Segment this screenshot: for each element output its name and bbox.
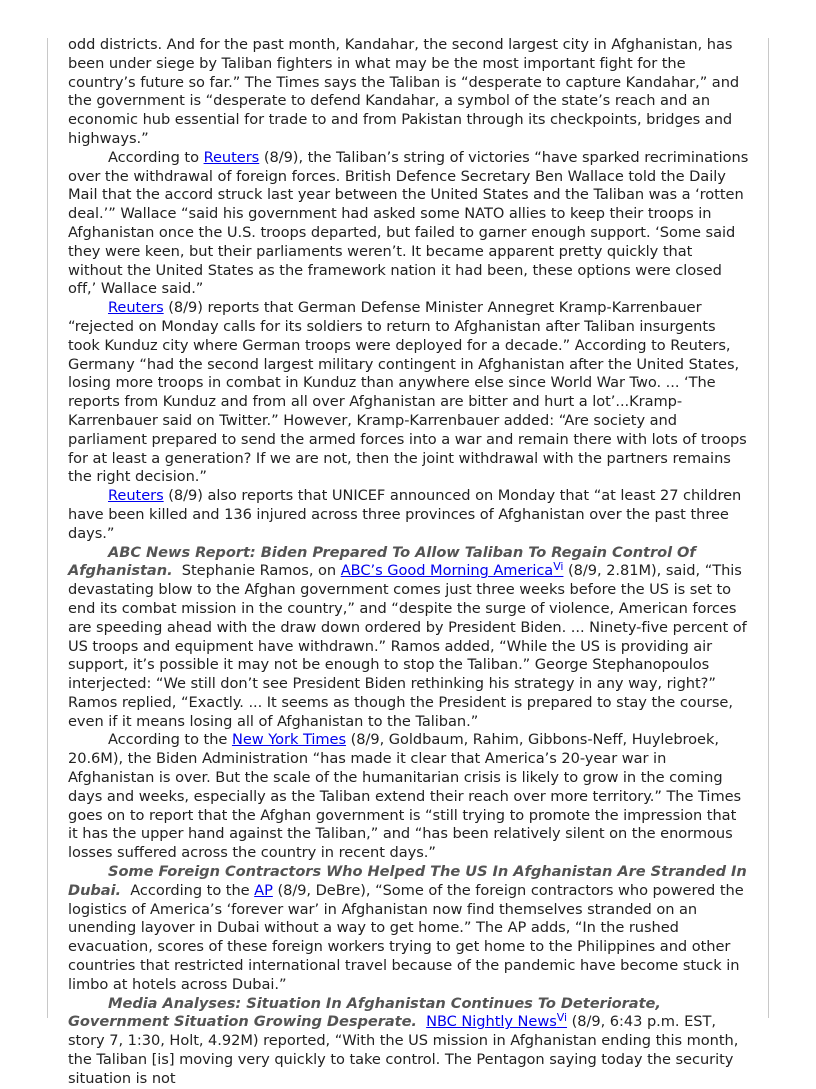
story-headline: Media Analyses: Situation In Afghanistan Continues To Deteriorate, Government Situation Growing Desperate. bbox=[68, 994, 661, 1031]
video-indicator: Vi bbox=[553, 560, 564, 574]
video-indicator: Vi bbox=[556, 1011, 568, 1025]
story-headline: Some Foreign Contractors Who Helped The US In Afghanistan Are Stranded In Dubai. bbox=[68, 863, 747, 899]
paragraph-lead: Stephanie Ramos, on bbox=[172, 562, 341, 580]
paragraph-kandahar bbox=[68, 36, 750, 149]
reuters-link[interactable]: Reuters bbox=[108, 299, 164, 317]
story-abc-news bbox=[68, 544, 750, 732]
video-link[interactable] bbox=[557, 1013, 567, 1030]
paragraph-text: odd districts. And for the past month, Kandahar, the second largest city in Afghanistan, has been under siege by Taliban fighters in what may be the most important fight for the country’s future so far.” The Times says the Taliban is “desperate to capture Kandahar,” and the government is “desperate to defend Kandahar, a symbol of the state’s reach and an economic hub essential for trade to and from Pakistan through its checkpoints, bridges and highways.” bbox=[68, 36, 740, 147]
nbc-nightly-news-link[interactable]: NBC Nightly News bbox=[426, 1013, 557, 1031]
ap-link[interactable]: AP bbox=[254, 881, 273, 899]
paragraph-text: (8/9, 2.81M), said, “This devastating blow to the Afghan government comes just three weeks before the US is set to end its combat mission in the country,” and “despite the surge of violence, American forces are speeding ahead with the draw down ordered by President Biden. ... Ninety-five percent of US troops and equipment have withdrawn.” Ramos added, “While the US is providing air support, it’s possible it may not be enough to stop the Taliban.” George Stephanopoulos interjected: “We still don’t see President Biden rethinking his strategy in any way, right?” Ramos replied, “Exactly. ... It seems as though the President is prepared to stay the course, even if it means losing all of Afghanistan to the Taliban.” bbox=[68, 562, 747, 730]
video-link[interactable] bbox=[553, 562, 563, 579]
reuters-link[interactable]: Reuters bbox=[203, 148, 260, 166]
paragraph-new-york-times bbox=[68, 731, 750, 863]
story-headline: ABC News Report: Biden Prepared To Allow Taliban To Regain Control Of Afghanistan. bbox=[68, 543, 696, 580]
paragraph-text: (8/9), the Taliban’s string of victories “have sparked recriminations over the withdrawal of foreign forces. British Defence Secretary Ben Wallace told the Daily Mail that the accord struck last year between the United States and the Taliban was a ‘rotten deal.’” Wallace “said his government had asked some NATO allies to keep their troops in Afghanistan once the U.S. troops departed, but failed to garner enough support. ‘Some said they were keen, but their parliaments weren’t. It became apparent pretty quickly that without the United States as the framework nation it had been, these options were closed off,’ Wallace said.” bbox=[68, 148, 749, 298]
paragraph-lead bbox=[417, 1013, 426, 1030]
paragraph-text: (8/9, DeBre), “Some of the foreign contractors who powered the logistics of America’s ‘forever war’ in Afghanistan now find themselves stranded on an unending layover in Dubai without a way to get home.” The AP adds, “In the rushed evacuation, scores of these foreign workers trying to get home to the Philippines and other countries that restricted international travel because of the pandemic have become stuck in limbo at hotels across Dubai.” bbox=[68, 881, 744, 993]
paragraph-text: (8/9, Goldbaum, Rahim, Gibbons-Neff, Huylebroek, 20.6M), the Biden Administration “has made it clear that America’s 20-year war in Afghanistan is over. But the scale of the humanitarian crisis is likely to grow in the coming days and weeks, especially as the Taliban extend their reach over more territory.” The Times goes on to report that the Afghan government is “still trying to promote the impression that it has the upper hand against the Taliban,” and “has been relatively silent on the enormous losses suffered across the country in recent days.” bbox=[68, 731, 742, 862]
paragraph-text: (8/9, 6:43 p.m. EST, story 7, 1:30, Holt, 4.92M) reported, “With the US mission in Afghanistan ending this month, the Taliban [is] moving very quickly to take control. The Pentagon saying today the security situation is not bbox=[68, 1013, 739, 1087]
paragraph-text: (8/9) reports that German Defense Minister Annegret Kramp-Karrenbauer “rejected on Monday calls for its soldiers to return to Afghanistan after Taliban insurgents took Kunduz city where German troops were deployed for a decade.” According to Reuters, Germany “had the second largest military contingent in Afghanistan after the United States, losing more troops in combat in Kunduz than anywhere else since World War Two. ... ‘The reports from Kunduz and from all over Afghanistan are bitter and hurt a lot’...Kramp-Karrenbauer said on Twitter.” However, Kramp-Karrenbauer added: “Are society and parliament prepared to send the armed forces into a war and remain there with lots of troops for at least a generation? If we are not, then the joint withdrawal with the partners remains the right decision.” bbox=[68, 299, 747, 486]
page-margin-rule-right bbox=[768, 38, 769, 1018]
abc-good-morning-america-link[interactable]: ABC’s Good Morning America bbox=[340, 562, 554, 580]
paragraph-lead: According to bbox=[108, 148, 204, 166]
paragraph-lead: According to the bbox=[108, 731, 232, 749]
paragraph-lead: According to the bbox=[121, 881, 255, 899]
paragraph-reuters-wallace bbox=[68, 149, 750, 299]
new-york-times-link[interactable]: New York Times bbox=[231, 731, 347, 749]
reuters-link[interactable]: Reuters bbox=[108, 487, 164, 505]
document-body bbox=[68, 36, 750, 1089]
page-margin-rule-left bbox=[47, 38, 48, 1018]
paragraph-reuters-unicef bbox=[68, 487, 750, 543]
paragraph-text: (8/9) also reports that UNICEF announced on Monday that “at least 27 children have been killed and 136 injured across three provinces of Afghanistan over the past three days.” bbox=[68, 487, 742, 542]
paragraph-reuters-germany bbox=[68, 299, 750, 487]
story-media-analyses bbox=[68, 995, 750, 1089]
story-foreign-contractors bbox=[68, 863, 750, 995]
